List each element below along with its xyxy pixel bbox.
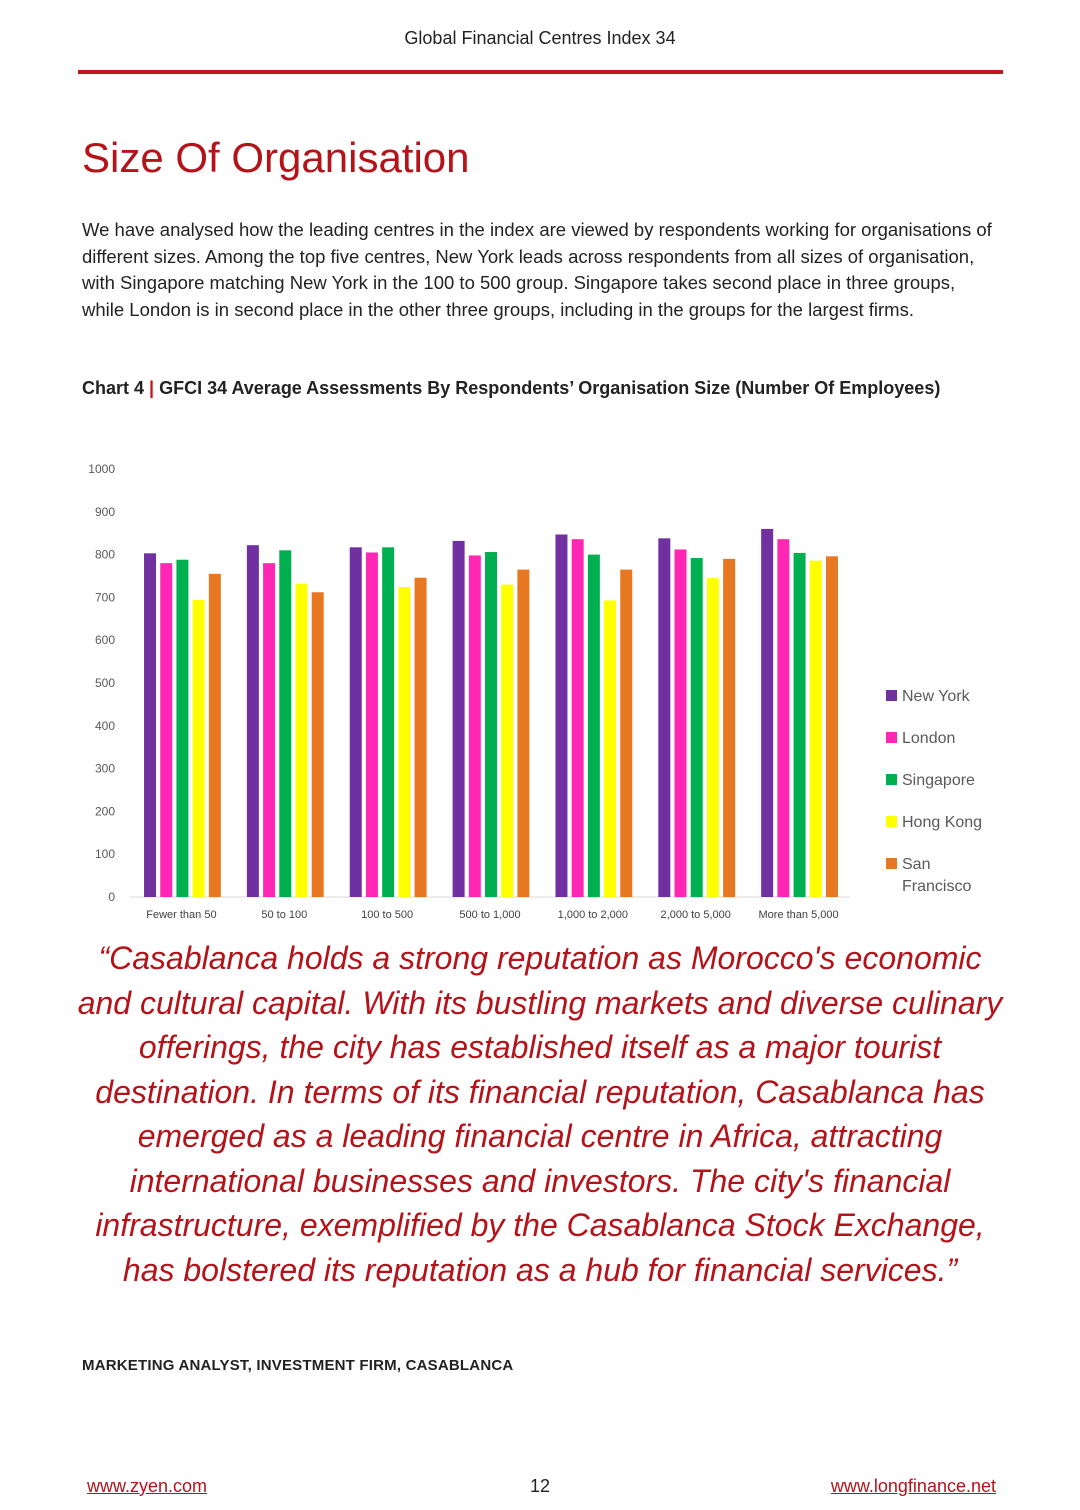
bar-san-francisco — [620, 570, 632, 897]
running-header: Global Financial Centres Index 34 — [404, 28, 676, 48]
bar-hong-kong — [398, 587, 410, 897]
bar-london — [160, 563, 172, 897]
x-tick-label: 2,000 to 5,000 — [660, 909, 731, 921]
bar-san-francisco — [723, 559, 735, 897]
x-tick-label: Fewer than 50 — [146, 909, 217, 921]
y-tick-label: 0 — [108, 890, 115, 904]
bar-singapore — [176, 560, 188, 897]
bar-new-york — [555, 534, 567, 897]
bar-singapore — [794, 553, 806, 897]
bar-singapore — [691, 558, 703, 897]
y-tick-label: 500 — [94, 676, 115, 690]
legend-swatch — [886, 732, 897, 743]
bar-hong-kong — [707, 578, 719, 897]
chart-caption-label: Chart 4 — [82, 378, 145, 398]
page-title: Size Of Organisation — [82, 134, 470, 181]
y-tick-label: 1000 — [88, 462, 115, 476]
bar-new-york — [144, 553, 156, 897]
intro-paragraph: We have analysed how the leading centres in the index are viewed by respondents working for organisations of different sizes. Among the top five centres, New York leads across respondents from all sizes of organisation, with Singapore matching New York in the 100 to 500 group. Singapore takes second place in three groups, while London is in second place in the other three groups, including in the groups for the largest firms. — [82, 219, 992, 320]
bar-singapore — [588, 555, 600, 897]
y-tick-label: 400 — [94, 718, 115, 733]
bar-hong-kong — [295, 584, 307, 897]
bar-london — [366, 552, 378, 897]
bar-singapore — [382, 547, 394, 897]
footer-link-zyen[interactable]: www.zyen.com — [87, 1476, 208, 1496]
chart-caption — [82, 378, 1012, 399]
bar-hong-kong — [604, 600, 616, 897]
bar-london — [675, 549, 687, 897]
legend-swatch — [886, 816, 897, 827]
y-tick-label: 900 — [94, 504, 115, 519]
legend-swatch — [886, 858, 897, 869]
bar-singapore — [279, 550, 291, 897]
chart-caption-text: GFCI 34 Average Assessments By Respondents’ Organisation Size (Number Of Employees) — [159, 378, 941, 398]
header-rule — [78, 70, 1003, 74]
legend-label: San Francisco — [902, 856, 972, 895]
bar-new-york — [658, 538, 670, 897]
footer-link-longfinance[interactable]: www.longfinance.net — [830, 1476, 996, 1496]
bar-san-francisco — [209, 574, 221, 897]
y-tick-label: 700 — [94, 590, 115, 605]
chart-caption-separator: | — [149, 378, 155, 398]
pull-quote: “Casablanca holds a strong reputation as Morocco's economic and cultural capital. With its bustling markets and diverse culinary offerings, the city has established itself as a major tourist destination. In terms of its financial reputation, Casablanca has emerged as a leading financial centre in Africa, attracting international businesses and investors. The city's financial infrastructure, exemplified by the Casablanca Stock Exchange, has bolstered its reputation as a hub for financial services.” — [77, 940, 1003, 1288]
legend-label: London — [902, 730, 956, 747]
bar-hong-kong — [193, 600, 205, 897]
x-tick-label: 100 to 500 — [361, 909, 414, 921]
legend-label: Singapore — [902, 772, 975, 789]
bar-singapore — [485, 552, 497, 897]
y-tick-label: 100 — [94, 847, 115, 862]
bar-london — [777, 539, 789, 897]
legend-label: Hong Kong — [902, 814, 983, 831]
bar-chart — [60, 440, 1020, 930]
bar-san-francisco — [517, 570, 529, 897]
y-tick-label: 200 — [94, 804, 115, 819]
y-tick-label: 300 — [94, 761, 115, 776]
bar-new-york — [247, 545, 259, 897]
bar-san-francisco — [826, 556, 838, 897]
bar-san-francisco — [415, 578, 427, 897]
x-tick-label: 500 to 1,000 — [459, 909, 521, 921]
quote-attribution: MARKETING ANALYST, INVESTMENT FIRM, CASABLANCA — [82, 1357, 514, 1374]
x-tick-label: 50 to 100 — [261, 909, 308, 921]
bar-london — [263, 563, 275, 897]
page-number: 12 — [529, 1476, 551, 1496]
bar-san-francisco — [312, 592, 324, 897]
x-tick-label: 1,000 to 2,000 — [557, 909, 629, 921]
bar-hong-kong — [810, 561, 822, 897]
bar-london — [572, 539, 584, 897]
bar-new-york — [350, 547, 362, 897]
x-tick-label: More than 5,000 — [758, 909, 839, 921]
y-tick-label: 800 — [94, 547, 115, 562]
legend-label: New York — [902, 688, 970, 705]
legend-swatch — [886, 690, 897, 701]
bar-hong-kong — [501, 585, 513, 897]
bar-london — [469, 555, 481, 897]
bar-new-york — [453, 541, 465, 897]
bar-new-york — [761, 529, 773, 897]
legend-swatch — [886, 774, 897, 785]
y-tick-label: 600 — [94, 633, 115, 648]
